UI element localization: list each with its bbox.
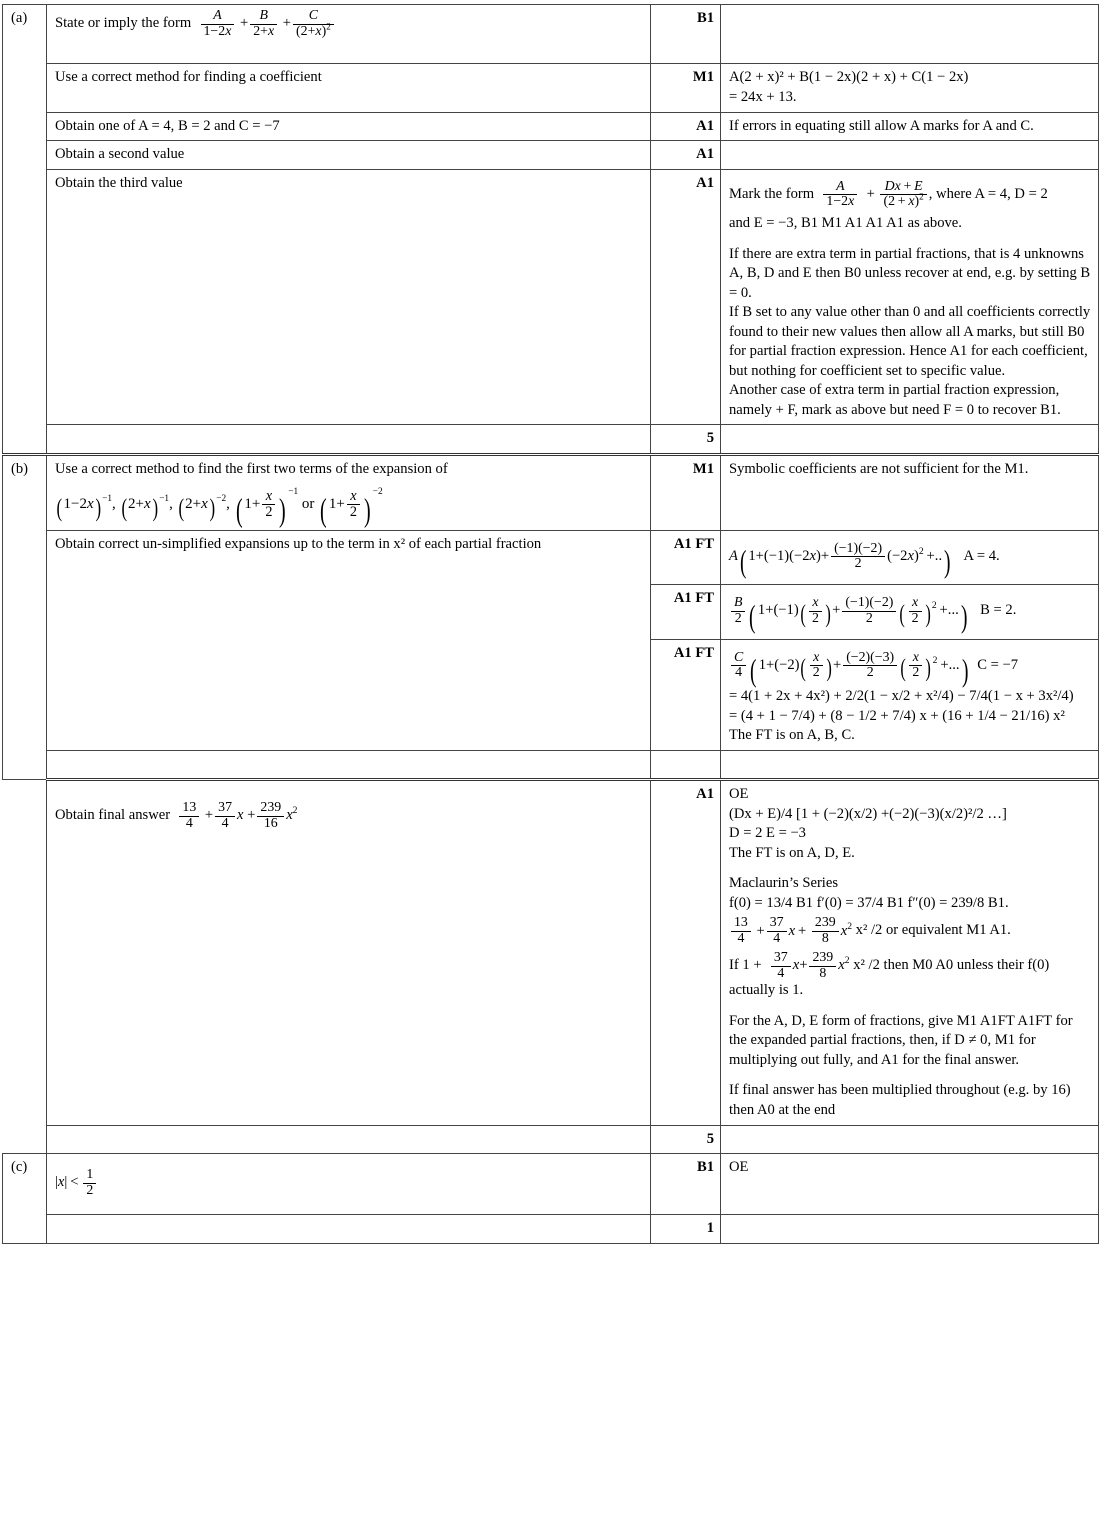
notes-cell: If errors in equating still allow A marks for A and C. — [721, 112, 1099, 141]
maclaurin-title: Maclaurin’s Series — [729, 875, 839, 892]
expand-line-3: The FT is on A, B, C. — [729, 727, 855, 744]
notes-cell — [721, 5, 1099, 64]
notes-cell — [721, 639, 1099, 750]
notes-para-multiplied: If final answer has been multiplied throughout (e.g. by 16) then A0 at the end — [729, 1082, 1071, 1118]
mark-cell: A1 FT — [651, 585, 721, 639]
mark-cell: M1 — [651, 455, 721, 531]
notes-cell: OE — [721, 1154, 1099, 1215]
solution-text-a2: Use a correct method for finding a coefficient — [55, 69, 322, 86]
notes-cell — [721, 585, 1099, 639]
notes-para-3: Another case of extra term in partial fraction expression, namely + F, mark as above but need F = 0 to recover B1. — [729, 382, 1061, 418]
solution-cell — [47, 64, 651, 112]
solution-cell — [47, 1154, 651, 1215]
solution-cell-empty — [47, 750, 651, 780]
total-row-b — [3, 1125, 1099, 1154]
total-row-b-upper — [3, 750, 1099, 780]
notes-cell — [721, 780, 1099, 1125]
notes-line-2: (Dx + E)/4 [1 + (−2)(x/2) +(−2)(−3)(x/2)²/2 …] — [729, 805, 1007, 822]
mark-cell: A1 — [651, 169, 721, 425]
total-row-a — [3, 425, 1099, 455]
table-row — [3, 5, 1099, 64]
solution-cell: Obtain correct un-simplified expansions up to the term in x² of each partial fraction — [47, 530, 651, 750]
table-row — [3, 64, 1099, 112]
notes-line-1: A(2 + x)² + B(1 − 2x)(2 + x) + C(1 − 2x) — [729, 69, 969, 86]
notes-cell — [721, 169, 1099, 425]
notes-line-4: The FT is on A, D, E. — [729, 844, 855, 861]
mark-cell: M1 — [651, 64, 721, 112]
notes-para-2: If B set to any value other than 0 and all coefficients correctly found to their new values then allow all A marks, but still B0 for partial fraction expression. Hence A1 for each coefficient, but nothing for coefficient set to specific value. — [729, 304, 1091, 379]
solution-cell: Obtain the third value — [47, 169, 651, 425]
solution-cell: Obtain one of A = 4, B = 2 and C = −7 — [47, 112, 651, 141]
notes-oe: OE — [729, 786, 749, 803]
notes-line-2: and E = −3, B1 M1 A1 A1 A1 as above. — [729, 215, 962, 231]
mark-cell: A1 FT — [651, 530, 721, 584]
mark-cell: B1 — [651, 5, 721, 64]
mark-cell: A1 — [651, 141, 721, 170]
solution-cell-empty — [47, 1215, 651, 1244]
expand-line-1: = 4(1 + 2x + 4x²) + 2/2(1 − x/2 + x²/4) − 7/4(1 − x + 3x²/4) — [729, 687, 1074, 704]
notes-cell-empty — [721, 750, 1099, 780]
notes-para-1: If there are extra term in partial fractions, that is 4 unknowns A, B, D and E then B0 unless recover at end, e.g. by setting B = 0. — [729, 245, 1091, 301]
mark-scheme-table — [2, 4, 1099, 1244]
notes-cell — [721, 64, 1099, 112]
table-row — [3, 169, 1099, 425]
notes-form-ade: Mark the form $\frac{A}{1-2x}$ + $\frac{Dx + E}{(2 + x)^2}$ , where A = 4, D = 2 — [729, 178, 1048, 210]
expansion-C: $\frac{C}{4}$ ( 1+(−2)( $\frac{x}{2}$ )+ $\frac{(-2)(-3)}{2}$ ( $\frac{x}{2}$ )$^2$ +...) C = −7 — [729, 651, 1092, 681]
radius-of-convergence: |x| < $\frac{1}{2}$ — [55, 1168, 644, 1198]
solution-cell — [47, 780, 651, 1125]
expansion-A: A( 1+(−1)(−2x)+ $\frac{(-1)(-2)}{2}$ $(-2x)^2$ +..) A = 4. — [729, 540, 1000, 580]
expansion-B: $\frac{B}{2}$ ( 1+(−1)( $\frac{x}{2}$ )+ $\frac{(-1)(-2)}{2}$ ( $\frac{x}{2}$ )$^2$ +...) B = 2. — [729, 596, 1092, 626]
table-row — [3, 112, 1099, 141]
notes-cell — [721, 141, 1099, 170]
solution-cell: Obtain a second value — [47, 141, 651, 170]
notes-cell — [721, 530, 1099, 584]
part-label-b: (b) — [3, 455, 47, 780]
part-label-blank — [3, 1125, 47, 1154]
maclaurin-line-1: f(0) = 13/4 B1 f′(0) = 37/4 B1 f″(0) = 239/8 B1. — [729, 894, 1009, 911]
notes-cell: Symbolic coefficients are not sufficient for the M1. — [721, 455, 1099, 531]
notes-line-2: = 24x + 13. — [729, 88, 797, 105]
section-total-mark: 1 — [651, 1215, 721, 1244]
table-row — [3, 780, 1099, 1125]
solution-cell-empty — [47, 425, 651, 455]
maclaurin-if-line-2: actually is 1. — [729, 982, 804, 999]
section-total-mark: 5 — [651, 1125, 721, 1154]
mark-cell: A1 FT — [651, 639, 721, 750]
maclaurin-series-expression: $\frac{13}{4}$ + $\frac{37}{4}$ x + $\frac{239}{8}$ $x^2$ x² /2 or equivalent M1 A1. — [729, 916, 1092, 946]
part-label-a: (a) — [3, 5, 47, 455]
table-row — [3, 455, 1099, 531]
table-row — [3, 1154, 1099, 1215]
expand-line-2: = (4 + 1 − 7/4) + (8 − 1/2 + 7/4) x + (16 + 1/4 − 21/16) x² — [729, 707, 1065, 724]
mark-cell: A1 — [651, 780, 721, 1125]
solution-cell — [47, 455, 651, 531]
mark-cell-empty — [651, 750, 721, 780]
notes-para-ade: For the A, D, E form of fractions, give M1 A1FT A1FT for the expanded partial fractions, then, if D ≠ 0, M1 for multiplying out fully, and A1 for the final answer. — [729, 1012, 1073, 1068]
table-row — [3, 530, 1099, 584]
total-row-c — [3, 1215, 1099, 1244]
notes-cell-empty — [721, 1125, 1099, 1154]
mark-cell: A1 — [651, 112, 721, 141]
expansion-list: $(1-2x)^{-1}$, $(2+x)^{-1}$, $(2+x)^{-2}$, ( 1+ $\frac{x}{2}$ ) $^{-1}$ or ( 1+ $\frac{x}{2}$ ) $^{-2}$ — [56, 486, 383, 528]
table-row — [3, 141, 1099, 170]
section-total-mark: 5 — [651, 425, 721, 455]
part-label-c: (c) — [3, 1154, 47, 1244]
mark-cell: B1 — [651, 1154, 721, 1215]
part-label-blank — [3, 780, 47, 1125]
notes-line-3: D = 2 E = −3 — [729, 825, 806, 842]
final-answer: Obtain final answer $\frac{13}{4}$ + $\frac{37}{4}$ x + $\frac{239}{16}$ $x^2$ — [55, 800, 298, 831]
notes-cell-empty — [721, 425, 1099, 455]
partial-fraction-form: $\frac{A}{1-2x}$ + $\frac{B}{2+x}$ + $\frac{C}{(2+x)^2}$ — [195, 15, 336, 31]
solution-cell — [47, 5, 651, 64]
maclaurin-if-expression: If 1 + $\frac{37}{4}$ x+ $\frac{239}{8}$ $x^2$ x² /2 then M0 A0 unless their f(0) — [729, 949, 1050, 981]
solution-text-a1: State or imply the form $\frac{A}{1-2x}$ + $\frac{B}{2+x}$ + $\frac{C}{(2+x)^2}$ — [55, 15, 336, 31]
solution-text-b1: Use a correct method to find the first two terms of the expansion of — [55, 461, 448, 478]
solution-cell-empty — [47, 1125, 651, 1154]
notes-cell-empty — [721, 1215, 1099, 1244]
